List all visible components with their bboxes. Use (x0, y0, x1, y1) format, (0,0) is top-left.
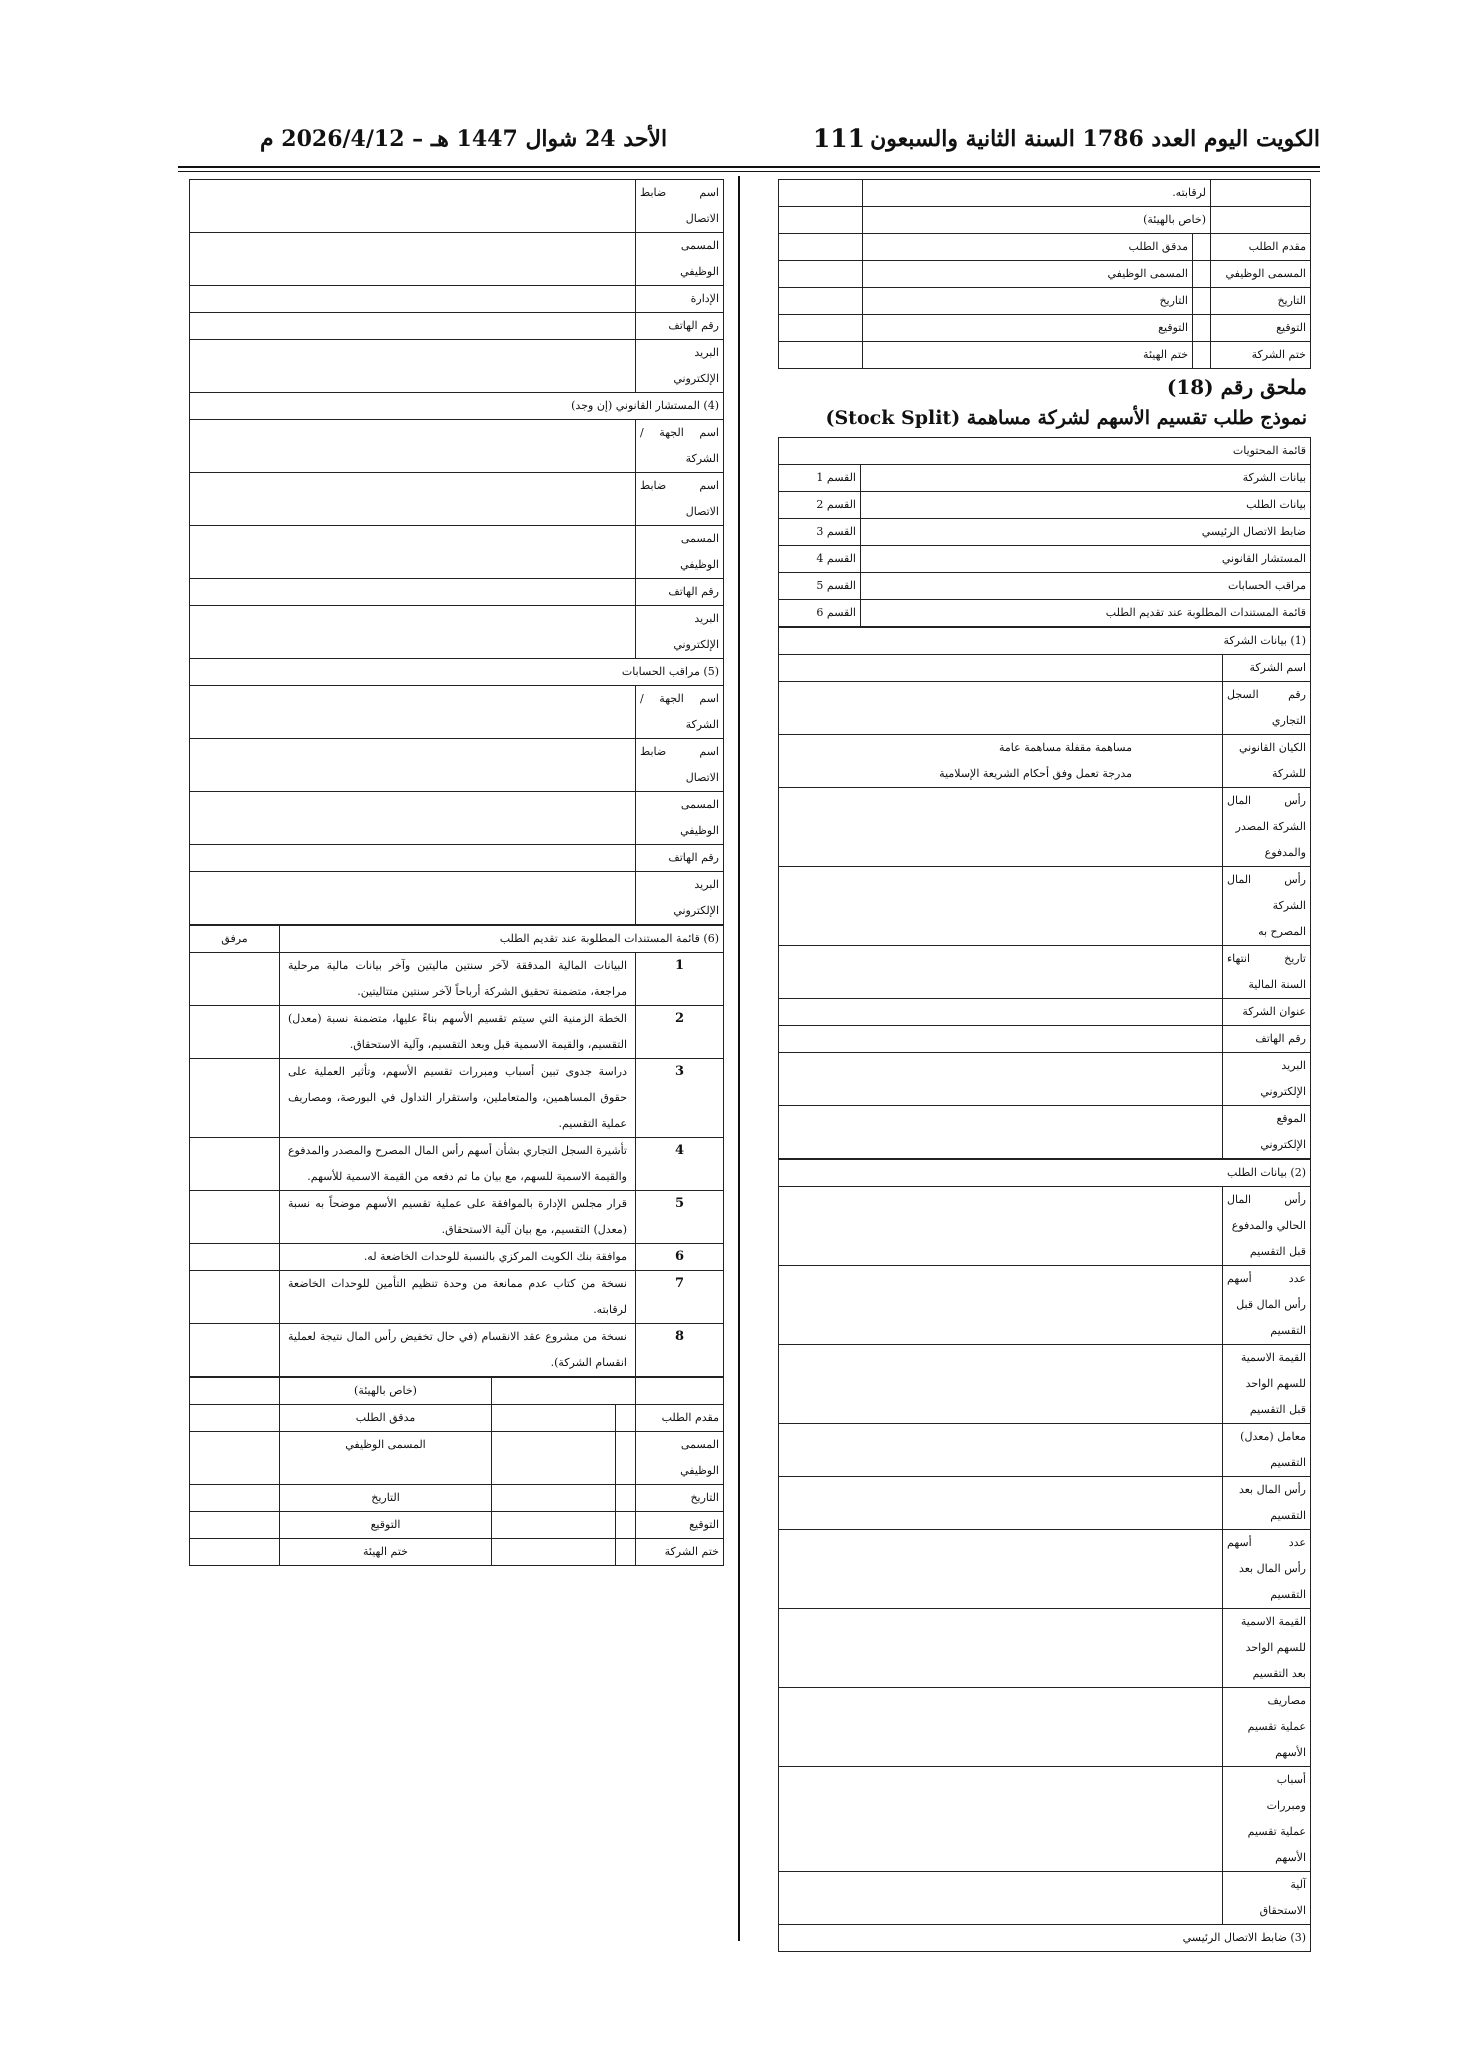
attachment-cell[interactable] (189, 1006, 279, 1059)
header-rule (178, 166, 1320, 168)
authority-label: (خاص بالهيئة) (280, 1378, 492, 1405)
request-section-header: (2) بيانات الطلب (779, 1160, 1311, 1187)
column-divider (738, 176, 740, 1941)
auditor-header: (5) مراقب الحسابات (190, 659, 724, 686)
left-signature-table: (خاص بالهيئة) مقدم الطلب مدقق الطلب المسمى الوظيفي المسمى الوظيفي التاريخ التاريخ التوقيع التوقيع ختم الشركة ختم الهيئة (189, 1377, 724, 1566)
toc-item: المستشار القانوني (861, 546, 1311, 573)
toc-item: بيانات الطلب (861, 492, 1311, 519)
auditor-label: المسمى الوظيفي (863, 261, 1193, 288)
toc-section: القسم 4 (778, 546, 860, 573)
annex-title: ملحق رقم (18) (1166, 375, 1307, 399)
company-section-header: (1) بيانات الشركة (778, 628, 1310, 655)
header-issue: الكويت اليوم العدد 1786 السنة الثانية والسبعون (870, 126, 1320, 152)
auditor-label: ختم الهيئة (863, 342, 1193, 369)
attachment-cell[interactable] (189, 1324, 279, 1377)
toc-item: مراقب الحسابات (861, 573, 1311, 600)
contact-table: اسم ضابط الاتصال المسمى الوظيفي الإدارة رقم الهاتف البريد الإلكتروني (4) المستشار القانوني (إن وجد) اسم الجهة / الشركة اسم ضابط الاتصال المسمى الوظيفي رقم الهاتف البريد الإلكتروني (5) مراقب الحسابات اسم الجهة / الشركة اسم ضابط الاتصال المسمى الوظيفي رقم الهاتف البريد الإلكتروني (189, 179, 724, 925)
page-header (180, 118, 1320, 162)
label: التاريخ (1211, 288, 1311, 315)
toc-section: القسم 3 (778, 519, 860, 546)
toc-section: القسم 6 (778, 600, 860, 627)
header-rule-thin (178, 171, 1320, 172)
contents-table (778, 437, 1311, 627)
contents-header: قائمة المحتويات (778, 438, 1310, 465)
toc-section: القسم 5 (778, 573, 860, 600)
document-item: دراسة جدوى تبين أسباب ومبررات تقسيم الأسهم، وتأثير العملية على حقوق المساهمين، والمتعاملين، واستقرار التداول في البورصة، ومصاريف عملية التقسيم. (279, 1059, 635, 1138)
right-top-signature-table (778, 179, 1311, 369)
attachment-cell[interactable] (189, 1244, 279, 1271)
toc-item: قائمة المستندات المطلوبة عند تقديم الطلب (861, 600, 1311, 627)
document-item: نسخة من مشروع عقد الانقسام (في حال تخفيض رأس المال نتيجة لعملية انقسام الشركة). (279, 1324, 635, 1377)
attachment-cell[interactable] (189, 1138, 279, 1191)
form-title: نموذج طلب تقسيم الأسهم لشركة مساهمة (Stock Split) (825, 407, 1307, 429)
authority-label: (خاص بالهيئة) (863, 207, 1211, 234)
right-column (779, 179, 1311, 1952)
company-table: (1) بيانات الشركة اسم الشركة رقم السجل التجاري الكيان القانوني للشركة مساهمة مقفلة مساهمة عامة مدرجة تعمل وفق أحكام الشريعة الإسلامية رأس المال الشركة المصدر والمدفوع رأس المال الشركة المصرح به تاريخ انتهاء السنة المالية عنوان الشركة رقم الهاتف البريد الإلكتروني الموقع الإلكتروني (778, 627, 1311, 1159)
attachment-cell[interactable] (189, 1191, 279, 1244)
document-item: تأشيرة السجل التجاري بشأن أسهم رأس المال المصرح والمصدر والمدفوع والقيمة الاسمية للسهم، مع بيان ما تم دفعه من القيمة الاسمية للأسهم. (279, 1138, 635, 1191)
attachment-cell[interactable] (189, 1059, 279, 1138)
document-item: موافقة بنك الكويت المركزي بالنسبة للوحدات الخاضعة له. (279, 1244, 635, 1271)
request-table: (2) بيانات الطلب رأس المال الحالي والمدفوع قبل التقسيم عدد أسهم رأس المال قبل التقسيم القيمة الاسمية للسهم الواحد قبل التقسيم معامل (معدل) التقسيم رأس المال بعد التقسيم عدد أسهم رأس المال بعد التقسيم القيمة الاسمية للسهم الواحد بعد التقسيم مصاريف عملية تقسيم الأسهم أسباب ومبررات عملية تقسيم الأسهم آلية الاستحقاق (3) ضابط الاتصال الرئيسي (778, 1159, 1311, 1952)
attachment-header: مرفق (189, 926, 279, 953)
left-column (190, 179, 724, 1566)
toc-section: القسم 2 (778, 492, 860, 519)
auditor-label: التوقيع (863, 315, 1193, 342)
label: التوقيع (1211, 315, 1311, 342)
label: مقدم الطلب (1211, 234, 1311, 261)
document-item: الخطة الزمنية التي سيتم تقسيم الأسهم بناءً عليها، متضمنة نسبة (معدل) التقسيم، والقيمة الاسمية قبل وبعد التقسيم، وآلية الاستحقاق. (279, 1006, 635, 1059)
legal-entity-options: مساهمة مقفلة مساهمة عامة (999, 741, 1132, 754)
toc-item: بيانات الشركة (861, 465, 1311, 492)
label: المسمى الوظيفي (1211, 261, 1311, 288)
document-item: قرار مجلس الإدارة بالموافقة على عملية تقسيم الأسهم موضحاً به نسبة (معدل) التقسيم، مع بيان آلية الاستحقاق. (279, 1191, 635, 1244)
attachment-cell[interactable] (189, 1271, 279, 1324)
documents-header: (6) قائمة المستندات المطلوبة عند تقديم الطلب (279, 926, 723, 953)
document-item: البيانات المالية المدققة لآخر سنتين ماليتين وآخر بيانات مالية مرحلية مراجعة، متضمنة تحقيق الشركة أرباحاً لآخر سنتين متتاليتين. (279, 953, 635, 1006)
page-number: 111 (812, 124, 865, 153)
company-name-label: اسم الشركة (1223, 655, 1311, 682)
auditor-label: التاريخ (863, 288, 1193, 315)
attachment-cell[interactable] (189, 953, 279, 1006)
documents-table: (6) قائمة المستندات المطلوبة عند تقديم الطلب مرفق 1 البيانات المالية المدققة لآخر سنتين ماليتين وآخر بيانات مالية مرحلية مراجعة، متضمنة تحقيق الشركة أرباحاً لآخر سنتين متتاليتين. 2 الخطة الزمنية التي سيتم تقسيم الأسهم بناءً عليها، متضمنة نسبة (معدل) التقسيم، والقيمة الاسمية قبل وبعد التقسيم، وآلية الاستحقاق. 3 دراسة جدوى تبين أسباب ومبررات تقسيم الأسهم، وتأثير العملية على حقوق المساهمين، والمتعاملين، واستقرار التداول في البورصة، ومصاريف عملية التقسيم. 4 تأشيرة السجل التجاري بشأن أسهم رأس المال المصرح والمصدر والمدفوع والقيمة الاسمية للسهم، مع بيان ما تم دفعه من القيمة الاسمية للأسهم. 5 قرار مجلس الإدارة بالموافقة على عملية تقسيم الأسهم موضحاً به نسبة (معدل) التقسيم، مع بيان آلية الاستحقاق. 6 موافقة بنك الكويت المركزي بالنسبة للوحدات الخاضعة له. 7 نسخة من كتاب عدم ممانعة من وحدة تنظيم التأمين للوحدات الخاضعة لرقابته. 8 نسخة من مشروع عقد الانقسام (في حال تخفيض رأس المال نتيجة لعملية انقسام الشركة). (189, 925, 724, 1377)
toc-item: ضابط الاتصال الرئيسي (861, 519, 1311, 546)
row-text: لرقابته. (863, 180, 1211, 207)
auditor-label: مدقق الطلب (863, 234, 1193, 261)
label: ختم الشركة (1211, 342, 1311, 369)
contact-section-header: (3) ضابط الاتصال الرئيسي (779, 1925, 1311, 1952)
document-item: نسخة من كتاب عدم ممانعة من وحدة تنظيم التأمين للوحدات الخاضعة لرقابته. (279, 1271, 635, 1324)
toc-section: القسم 1 (778, 465, 860, 492)
legal-counsel-header: (4) المستشار القانوني (إن وجد) (190, 393, 724, 420)
header-date: الأحد 24 شوال 1447 هـ – 2026/4/12 م (260, 126, 668, 152)
